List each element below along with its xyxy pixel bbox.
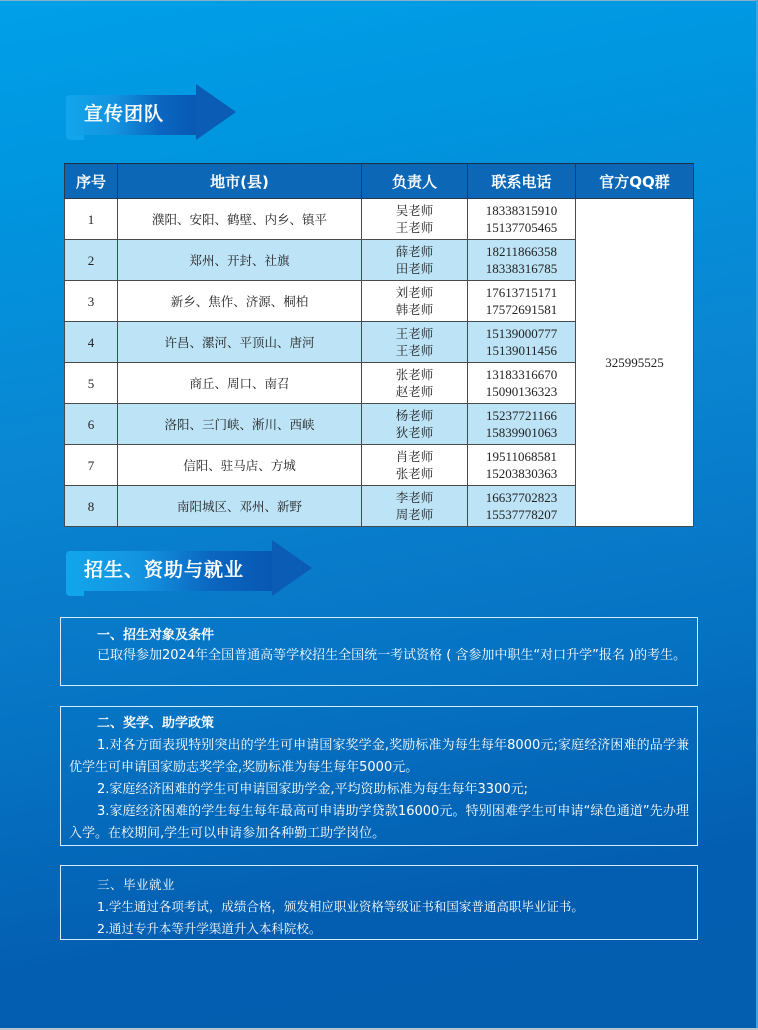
phone-number[interactable]: 15090136323 bbox=[485, 384, 558, 399]
contact-name: 周老师 bbox=[395, 507, 434, 522]
row-region: 南阳城区、邓州、新野 bbox=[118, 486, 362, 527]
row-index: 4 bbox=[65, 322, 118, 363]
team-contact-table bbox=[64, 163, 694, 527]
row-index: 1 bbox=[65, 199, 118, 240]
row-index: 8 bbox=[65, 486, 118, 527]
box-paragraph: 已取得参加2024年全国普通高等学校招生全国统一考试资格 ( 含参加中职生“对口升学”报名 )的考生。 bbox=[97, 648, 687, 663]
section-banner-admission bbox=[66, 540, 312, 596]
box-paragraph: 2.家庭经济困难的学生可申请国家助学金,平均资助标准为每生每年3300元; bbox=[97, 782, 528, 797]
section-title: 招生、资助与就业 bbox=[84, 559, 245, 581]
phone-number[interactable]: 13183316670 bbox=[485, 367, 558, 382]
contact-name: 肖老师 bbox=[395, 449, 434, 464]
row-phones bbox=[468, 199, 576, 240]
row-contacts bbox=[362, 486, 468, 527]
phone-number[interactable]: 17572691581 bbox=[485, 302, 558, 317]
row-contacts bbox=[362, 445, 468, 486]
box-paragraph: 3.家庭经济困难的学生每生每年最高可申请助学贷款16000元。特别困难学生可申请“绿色通道”先办理入学。在校期间,学生可以申请参加各种勤工助学岗位。 bbox=[69, 804, 689, 841]
contact-name: 杨老师 bbox=[395, 408, 434, 423]
phone-number[interactable]: 15139011456 bbox=[485, 343, 558, 358]
arrow-right-icon bbox=[196, 84, 236, 140]
contact-name: 田老师 bbox=[395, 261, 434, 276]
section-banner-team bbox=[66, 84, 236, 140]
phone-number[interactable]: 15237721166 bbox=[485, 408, 558, 423]
financial-aid-box bbox=[60, 706, 698, 846]
table-row bbox=[65, 199, 694, 240]
row-phones bbox=[468, 363, 576, 404]
row-region: 濮阳、安阳、鹤壁、内乡、镇平 bbox=[118, 199, 362, 240]
row-contacts bbox=[362, 199, 468, 240]
phone-number[interactable]: 16637702823 bbox=[485, 490, 558, 505]
box-line: 2.通过专升本等升学渠道升入本科院校。 bbox=[97, 921, 322, 936]
row-region: 新乡、焦作、济源、桐柏 bbox=[118, 281, 362, 322]
row-region: 郑州、开封、社旗 bbox=[118, 240, 362, 281]
header-index: 序号 bbox=[65, 164, 118, 199]
row-contacts bbox=[362, 240, 468, 281]
phone-number[interactable]: 15203830363 bbox=[485, 466, 558, 481]
phone-number[interactable]: 15137705465 bbox=[485, 220, 558, 235]
row-region: 商丘、周口、南召 bbox=[118, 363, 362, 404]
qq-group-number[interactable]: 325995525 bbox=[576, 199, 694, 527]
arrow-right-icon bbox=[272, 540, 312, 596]
header-qq-group: 官方QQ群 bbox=[576, 164, 694, 199]
phone-number[interactable]: 18338315910 bbox=[485, 203, 558, 218]
row-index: 6 bbox=[65, 404, 118, 445]
section-title: 宣传团队 bbox=[84, 103, 165, 125]
row-phones bbox=[468, 404, 576, 445]
header-contact: 负责人 bbox=[362, 164, 468, 199]
box-line: 1.学生通过各项考试，成绩合格，颁发相应职业资格等级证书和国家普通高职毕业证书。 bbox=[97, 899, 584, 914]
employment-box bbox=[60, 865, 698, 940]
row-phones bbox=[468, 322, 576, 363]
contact-name: 狄老师 bbox=[395, 425, 434, 440]
box-paragraph: 1.对各方面表现特别突出的学生可申请国家奖学金,奖励标准为每生每年8000元;家庭经济困难的品学兼优学生可申请国家励志奖学金,奖励标准为每生每年5000元。 bbox=[69, 738, 689, 775]
contact-name: 吴老师 bbox=[395, 203, 434, 218]
row-region: 洛阳、三门峡、淅川、西峡 bbox=[118, 404, 362, 445]
row-contacts bbox=[362, 404, 468, 445]
box-title: 一、招生对象及条件 bbox=[97, 628, 215, 643]
row-region: 信阳、驻马店、方城 bbox=[118, 445, 362, 486]
row-contacts bbox=[362, 363, 468, 404]
row-index: 2 bbox=[65, 240, 118, 281]
phone-number[interactable]: 15839901063 bbox=[485, 425, 558, 440]
eligibility-box bbox=[60, 617, 698, 686]
phone-number[interactable]: 19511068581 bbox=[485, 449, 558, 464]
page-top-border bbox=[0, 0, 758, 1]
contact-name: 赵老师 bbox=[395, 384, 434, 399]
header-region: 地市(县) bbox=[118, 164, 362, 199]
contact-name: 张老师 bbox=[395, 367, 434, 382]
box-title: 三、毕业就业 bbox=[97, 877, 176, 892]
phone-number[interactable]: 17613715171 bbox=[485, 285, 558, 300]
header-phone: 联系电话 bbox=[468, 164, 576, 199]
row-phones bbox=[468, 445, 576, 486]
row-index: 3 bbox=[65, 281, 118, 322]
row-region: 许昌、漯河、平顶山、唐河 bbox=[118, 322, 362, 363]
contact-name: 韩老师 bbox=[395, 302, 434, 317]
row-contacts bbox=[362, 322, 468, 363]
contact-name: 薛老师 bbox=[395, 244, 434, 259]
contact-name: 刘老师 bbox=[395, 285, 434, 300]
row-contacts bbox=[362, 281, 468, 322]
row-index: 5 bbox=[65, 363, 118, 404]
contact-name: 张老师 bbox=[395, 466, 434, 481]
table-header-row bbox=[65, 164, 694, 199]
contact-name: 王老师 bbox=[395, 220, 434, 235]
row-phones bbox=[468, 240, 576, 281]
contact-name: 李老师 bbox=[395, 490, 434, 505]
phone-number[interactable]: 18211866358 bbox=[485, 244, 558, 259]
contact-name: 王老师 bbox=[395, 343, 434, 358]
row-phones bbox=[468, 281, 576, 322]
contact-name: 王老师 bbox=[395, 326, 434, 341]
phone-number[interactable]: 15139000777 bbox=[485, 326, 558, 341]
row-phones bbox=[468, 486, 576, 527]
phone-number[interactable]: 18338316785 bbox=[485, 261, 558, 276]
box-title: 二、奖学、助学政策 bbox=[97, 716, 215, 731]
row-index: 7 bbox=[65, 445, 118, 486]
phone-number[interactable]: 15537778207 bbox=[485, 507, 558, 522]
